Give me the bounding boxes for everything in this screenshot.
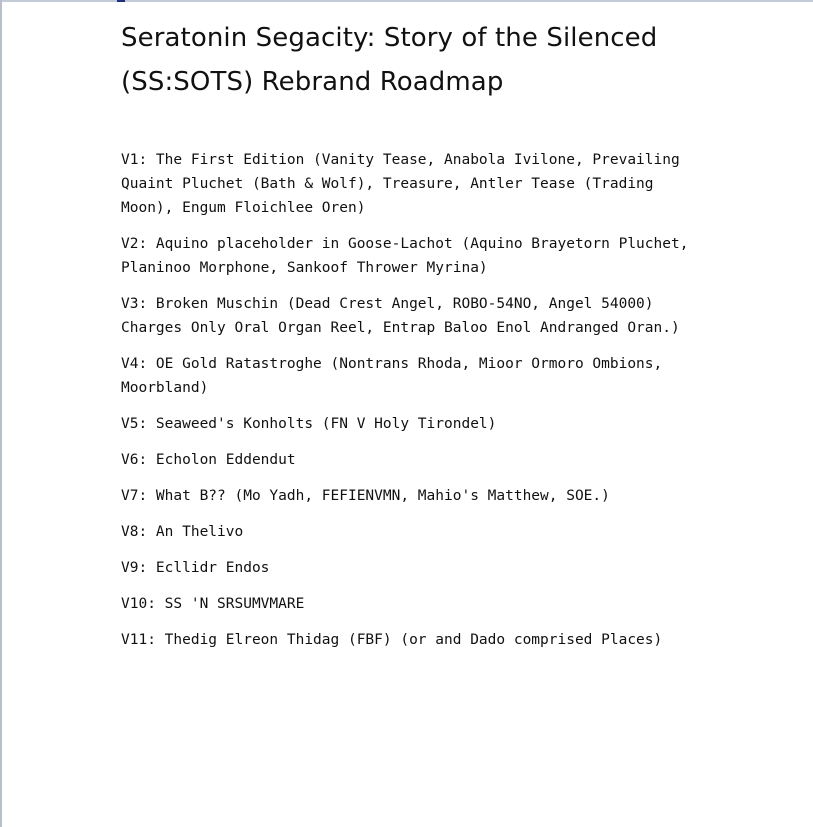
roadmap-item-v7: V7: What B?? (Mo Yadh, FEFIENVMN, Mahio's Matthew, SOE.) [121, 488, 610, 504]
roadmap-item-v4: V4: OE Gold Ratastroghe (Nontrans Rhoda, Mioor Ormoro Ombions, Moorbland) [121, 356, 663, 396]
roadmap-item-v11: V11: Thedig Elreon Thidag (FBF) (or and Dado comprised Places) [121, 632, 663, 648]
roadmap-item-v9: V9: Ecllidr Endos [121, 560, 270, 576]
roadmap-item-v3: V3: Broken Muschin (Dead Crest Angel, ROBO-54NO, Angel 54000) Charges Only Oral Organ Reel, Entrap Baloo Enol Andranged Oran.) [121, 296, 680, 336]
roadmap-item-v8: V8: An Thelivo [121, 524, 244, 540]
page-top-marker [117, 0, 125, 2]
roadmap-item-v10: V10: SS 'N SRSUMVMARE [121, 596, 305, 612]
roadmap-list [121, 148, 701, 652]
roadmap-item-v1: V1: The First Edition (Vanity Tease, Anabola Ivilone, Prevailing Quaint Pluchet (Bath & Wolf), Treasure, Antler Tease (Trading Moon), Engum Floichlee Oren) [121, 152, 680, 216]
document-title [121, 16, 701, 104]
document-body [121, 16, 701, 664]
title-line-1: Seratonin Segacity: Story of the Silenced [121, 23, 658, 53]
roadmap-item-v6: V6: Echolon Eddendut [121, 452, 296, 468]
roadmap-item-v2: V2: Aquino placeholder in Goose-Lachot (Aquino Brayetorn Pluchet, Planinoo Morphone, Sankoof Thrower Myrina) [121, 236, 689, 276]
page-left-border [0, 0, 2, 827]
title-line-2: (SS:SOTS) Rebrand Roadmap [121, 67, 504, 97]
roadmap-item-v5: V5: Seaweed's Konholts (FN V Holy Tirondel) [121, 416, 497, 432]
